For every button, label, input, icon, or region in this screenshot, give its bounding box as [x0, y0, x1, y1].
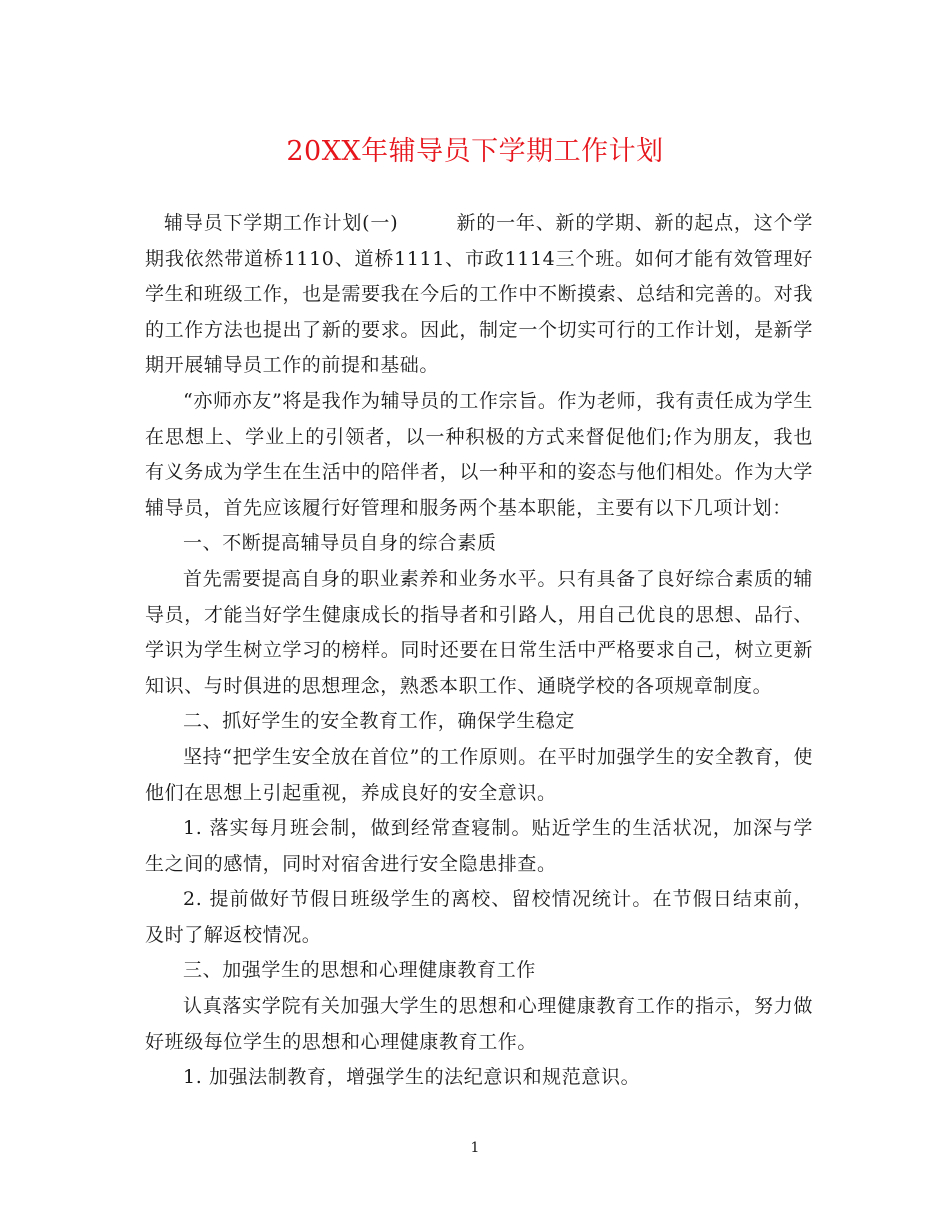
paragraph-motto: “亦师亦友”将是我作为辅导员的工作宗旨。作为老师，我有责任成为学生在思想上、学业上的引领者，以一种积极的方式来督促他们;作为朋友，我也有义务成为学生在生活中的陪伴者，以一种平和的姿态与他们相处。作为大学辅导员，首先应该履行好管理和服务两个基本职能，主要有以下几项计划：	[145, 389, 813, 519]
list-item-3-1: 1. 加强法制教育，增强学生的法纪意识和规范意识。	[183, 1066, 641, 1089]
list-item-2-2: 2. 提前做好节假日班级学生的离校、留校情况统计。在节假日结束前，及时了解返校情况。	[145, 888, 813, 946]
intro-text: 新的一年、新的学期、新的起点，这个学期我依然带道桥1110、道桥1111、市政1114三个班。如何才能有效管理好学生和班级工作，也是需要我在今后的工作中不断摸索、总结和完善的。对我的工作方法也提出了新的要求。因此，制定一个切实可行的工作计划，是新学期开展辅导员工作的前提和基础。	[145, 212, 813, 377]
page-number: 1	[470, 1140, 480, 1156]
section-heading-1: 一、不断提高辅导员自身的综合素质	[183, 532, 497, 555]
document-body	[145, 206, 813, 1096]
document-title: 20XX年辅导员下学期工作计划	[286, 136, 664, 167]
list-item-2-1: 1. 落实每月班会制，做到经常查寝制。贴近学生的生活状况，加深与学生之间的感情，同时对宿舍进行安全隐患排查。	[145, 817, 813, 875]
paragraph-section-3: 认真落实学院有关加强大学生的思想和心理健康教育工作的指示，努力做好班级每位学生的思想和心理健康教育工作。	[145, 995, 813, 1053]
paragraph-section-2: 坚持“把学生安全放在首位”的工作原则。在平时加强学生的安全教育，使他们在思想上引起重视，养成良好的安全意识。	[145, 745, 813, 804]
section-heading-3: 三、加强学生的思想和心理健康教育工作	[183, 959, 536, 982]
section-heading-2: 二、抓好学生的安全教育工作，确保学生稳定	[183, 710, 576, 733]
paragraph-section-1: 首先需要提高自身的职业素养和业务水平。只有具备了良好综合素质的辅导员，才能当好学生健康成长的指导者和引路人，用自己优良的思想、品行、学识为学生树立学习的榜样。同时还要在日常生活中严格要求自己，树立更新知识、与时俱进的思想理念，熟悉本职工作、通晓学校的各项规章制度。	[145, 567, 813, 697]
inline-heading: 辅导员下学期工作计划(一)	[164, 212, 399, 234]
intro-paragraph	[145, 206, 813, 384]
